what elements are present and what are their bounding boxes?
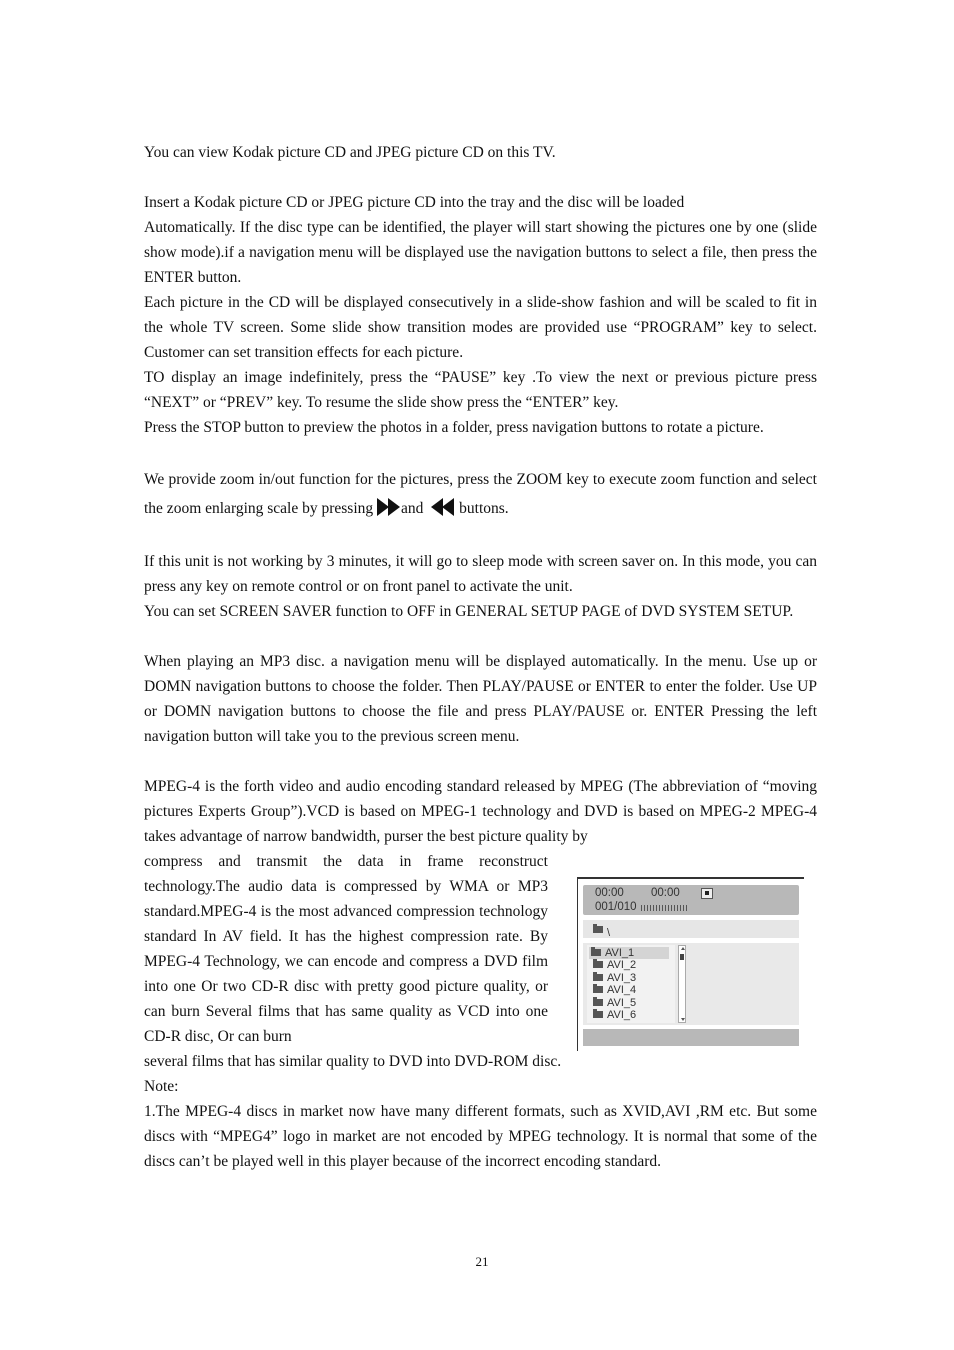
list-item[interactable]: AVI_1 xyxy=(589,947,669,959)
navigation-menu-screenshot xyxy=(577,877,804,1051)
paragraph-intro: You can view Kodak picture CD and JPEG picture CD on this TV. xyxy=(144,144,556,161)
nav-status-bar xyxy=(583,885,799,915)
paragraph-slideshow: Each picture in the CD will be displayed consecutively in a slide-show fashion and will be scaled to fit in the whole TV screen. Some slide show transition modes are provided use “PROGRAM” key to select. Customer can set transition effects for each picture. xyxy=(144,294,817,361)
paragraph-mpeg4-cont: compress and transmit the data in frame reconstruct technology.The audio data is compressed by WMA or MP3 standard.MPEG-4 is the most advanced compression technology standard In AV field. It has the highest compression rate. By MPEG-4 Technology, we can encode and compress a DVD film into one Or two CD-R disc with pretty good picture quality, or can burn Several films that has same quality as VCD into one CD-R disc, Or can burn xyxy=(144,853,548,1045)
nav-bottom-bar xyxy=(583,1029,799,1046)
list-scrollbar[interactable] xyxy=(678,945,686,1023)
nav-path-bar xyxy=(583,920,799,938)
zoom-text-b: and xyxy=(401,500,428,517)
folder-icon xyxy=(593,961,603,968)
scroll-up-icon xyxy=(681,947,685,950)
note-label: Note: xyxy=(144,1078,179,1095)
zoom-text-a: We provide zoom in/out function for the pictures, press the ZOOM key to execute zoom function and select the zoom enlarging scale by pressing xyxy=(144,471,817,517)
file-list: AVI_1 AVI_2 AVI_3 AVI_4 AVI_5 AVI_6 xyxy=(587,945,675,1023)
file-list-area xyxy=(583,943,799,1025)
time-elapsed: 00:00 xyxy=(595,887,624,899)
paragraph-stop: Press the STOP button to preview the photos in a folder, press navigation buttons to rotate a picture. xyxy=(144,419,764,436)
current-path: \ xyxy=(607,927,611,939)
paragraph-auto: Automatically. If the disc type can be identified, the player will start showing the pictures one by one (slide show mode).if a navigation menu will be displayed use the navigation buttons to select a file, then press the ENTER button. xyxy=(144,219,817,286)
track-counter: 001/010 xyxy=(595,901,637,913)
time-total: 00:00 xyxy=(651,887,680,899)
progress-dots xyxy=(641,905,689,911)
folder-icon xyxy=(591,949,601,956)
page-number: 21 xyxy=(475,1254,489,1269)
zoom-text-c: buttons. xyxy=(455,500,509,517)
paragraph-screensaver: You can set SCREEN SAVER function to OFF in GENERAL SETUP PAGE of DVD SYSTEM SETUP. xyxy=(144,603,794,620)
document-body xyxy=(144,140,817,1174)
paragraph-zoom xyxy=(144,465,817,526)
fast-forward-icon xyxy=(377,497,401,526)
fast-rewind-icon xyxy=(431,497,455,526)
paragraph-sleep: If this unit is not working by 3 minutes, it will go to sleep mode with screen saver on. In this mode, you can press any key on remote control or on front panel to activate the unit. xyxy=(144,553,817,595)
paragraph-insert: Insert a Kodak picture CD or JPEG picture CD into the tray and the disc will be loaded xyxy=(144,194,685,211)
paragraph-mp3: When playing an MP3 disc. a navigation menu will be displayed automatically. In the menu. Use up or DOMN navigation buttons to choose the folder. Then PLAY/PAUSE or ENTER to enter the folder. Use UP or DOMN navigation buttons to choose the file and press PLAY/PAUSE or. ENTER Pressing the left navigation button will take you to the previous screen menu. xyxy=(144,653,817,745)
folder-icon xyxy=(593,986,603,993)
paragraph-mpeg4: MPEG-4 is the forth video and audio encoding standard released by MPEG (The abbreviation of “moving pictures Experts Group”).VCD is based on MPEG-1 technology and DVD is based on MPEG-2 MPEG-4 takes advantage of narrow bandwidth, purser the best picture quality by xyxy=(144,778,817,845)
folder-icon xyxy=(593,999,603,1006)
note-1: 1.The MPEG-4 discs in market now have many different formats, such as XVID,AVI ,RM etc. But some discs with “MPEG4” logo in market are not encoded by MPEG technology. It is normal that some of the discs can’t be played well in this player because of the incorrect encoding standard. xyxy=(144,1103,817,1170)
folder-icon xyxy=(593,1011,603,1018)
folder-icon xyxy=(593,974,603,981)
folder-icon xyxy=(593,926,603,933)
paragraph-mpeg4-end: several films that has similar quality to DVD into DVD-ROM disc. xyxy=(144,1053,562,1070)
stop-icon xyxy=(701,888,713,899)
scroll-thumb xyxy=(680,954,684,960)
mpeg4-wrap-text xyxy=(144,849,548,1049)
scroll-down-icon xyxy=(681,1018,685,1021)
paragraph-pause: TO display an image indefinitely, press the “PAUSE” key .To view the next or previous picture press “NEXT” or “PREV” key. To resume the slide show press the “ENTER” key. xyxy=(144,369,817,411)
